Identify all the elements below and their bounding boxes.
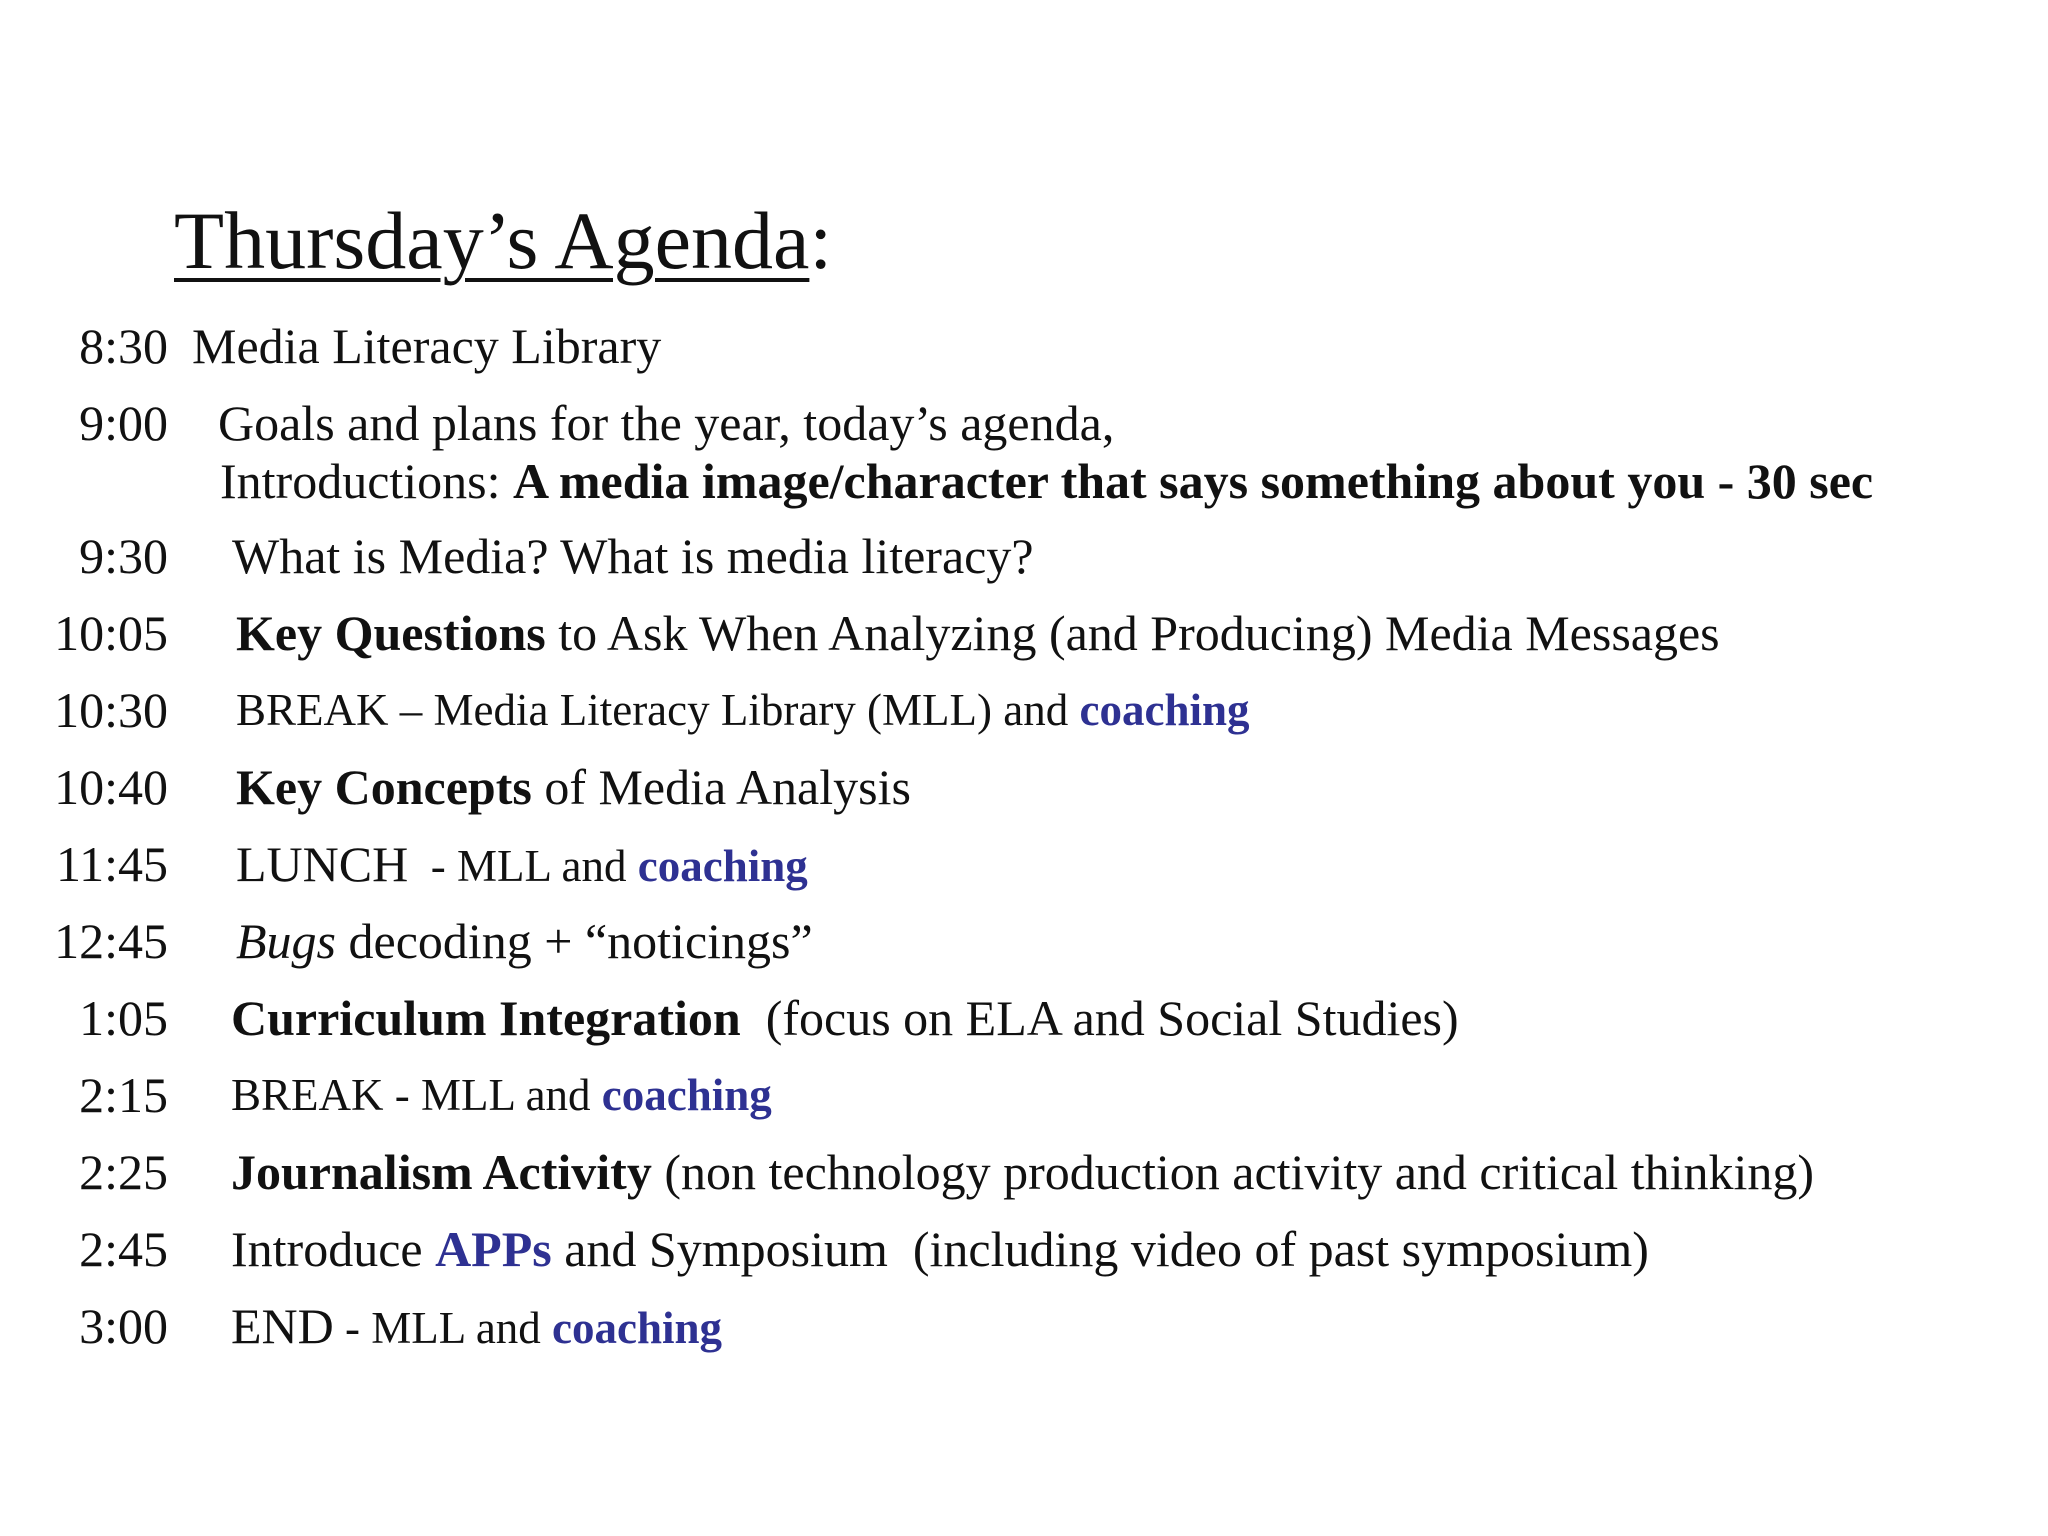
agenda-row xyxy=(0,1142,2048,1212)
agenda-text-bold: Key Concepts xyxy=(236,759,532,815)
agenda-row xyxy=(0,316,2048,386)
agenda-row xyxy=(0,1065,2048,1135)
agenda-row xyxy=(0,834,2048,904)
agenda-text-rest: decoding + “noticings” xyxy=(336,913,813,969)
coaching-highlight: coaching xyxy=(1079,685,1250,735)
agenda-row xyxy=(0,526,2048,596)
agenda-text-line2 xyxy=(220,451,1873,511)
agenda-text-plain: - MLL and xyxy=(408,841,638,891)
agenda-text xyxy=(236,680,1250,740)
agenda-text-large: LUNCH xyxy=(236,836,409,892)
agenda-text-plain: - MLL and xyxy=(333,1303,553,1353)
agenda-text: What is Media? What is media literacy? xyxy=(232,528,1034,584)
agenda-text-rest: (non technology production activity and critical thinking) xyxy=(651,1144,1815,1200)
coaching-highlight: coaching xyxy=(601,1070,772,1120)
agenda-text-plain: Introductions: xyxy=(220,453,514,509)
coaching-highlight: coaching xyxy=(637,841,808,891)
agenda-text-rest: to Ask When Analyzing (and Producing) Media Messages xyxy=(545,605,1720,661)
agenda-text xyxy=(231,1219,1649,1279)
agenda-time: 10:30 xyxy=(54,682,168,738)
agenda-row xyxy=(0,1219,2048,1289)
agenda-time: 9:00 xyxy=(79,395,168,451)
agenda-text-bold: Key Questions xyxy=(236,605,546,661)
title-colon: : xyxy=(809,195,833,286)
agenda-text xyxy=(231,1296,722,1358)
agenda-time: 1:05 xyxy=(79,990,168,1046)
agenda-text-plain: BREAK – Media Literacy Library (MLL) and xyxy=(236,685,1080,735)
agenda-row xyxy=(0,757,2048,827)
agenda-time: 11:45 xyxy=(55,836,168,892)
agenda-text-rest: (focus on ELA and Social Studies) xyxy=(740,990,1459,1046)
agenda-text-rest: of Media Analysis xyxy=(531,759,911,815)
agenda-text-rest: and Symposium (including video of past symposium) xyxy=(551,1221,1649,1277)
agenda-time: 9:30 xyxy=(79,528,168,584)
page-title xyxy=(174,195,833,286)
agenda-text xyxy=(236,834,808,896)
agenda-row xyxy=(0,1296,2048,1366)
title-text: Thursday’s Agenda xyxy=(174,195,810,286)
agenda-text-bold: Curriculum Integration xyxy=(231,990,741,1046)
agenda-text-italic: Bugs xyxy=(236,913,336,969)
agenda-text xyxy=(231,988,1459,1048)
agenda-text-plain: BREAK - MLL and xyxy=(231,1070,602,1120)
agenda-text xyxy=(236,911,813,971)
agenda-time: 10:05 xyxy=(54,605,168,661)
agenda-time: 2:15 xyxy=(79,1067,168,1123)
agenda-row xyxy=(0,911,2048,981)
agenda-time: 12:45 xyxy=(54,913,168,969)
agenda-text: Goals and plans for the year, today’s agenda, xyxy=(218,395,1115,451)
agenda-text-large: END xyxy=(231,1298,334,1354)
agenda-text-pre: Introduce xyxy=(231,1221,436,1277)
agenda-row xyxy=(0,680,2048,750)
agenda-time: 8:30 xyxy=(79,318,168,374)
agenda-time: 10:40 xyxy=(54,759,168,815)
agenda-text xyxy=(231,1142,1814,1202)
agenda-text-bold: A media image/character that says something about you - 30 sec xyxy=(513,453,1874,509)
agenda-text xyxy=(236,603,1720,663)
agenda-time: 2:25 xyxy=(79,1144,168,1200)
agenda-row xyxy=(0,988,2048,1058)
agenda-time: 3:00 xyxy=(79,1298,168,1354)
agenda-row xyxy=(0,393,2048,523)
coaching-highlight: coaching xyxy=(552,1303,723,1353)
agenda-text-bold: Journalism Activity xyxy=(231,1144,652,1200)
agenda-text xyxy=(231,1065,772,1125)
agenda-time: 2:45 xyxy=(79,1221,168,1277)
agenda-text xyxy=(236,757,911,817)
apps-highlight: APPs xyxy=(435,1221,552,1277)
agenda-text: Media Literacy Library xyxy=(192,318,662,374)
agenda-row xyxy=(0,603,2048,673)
